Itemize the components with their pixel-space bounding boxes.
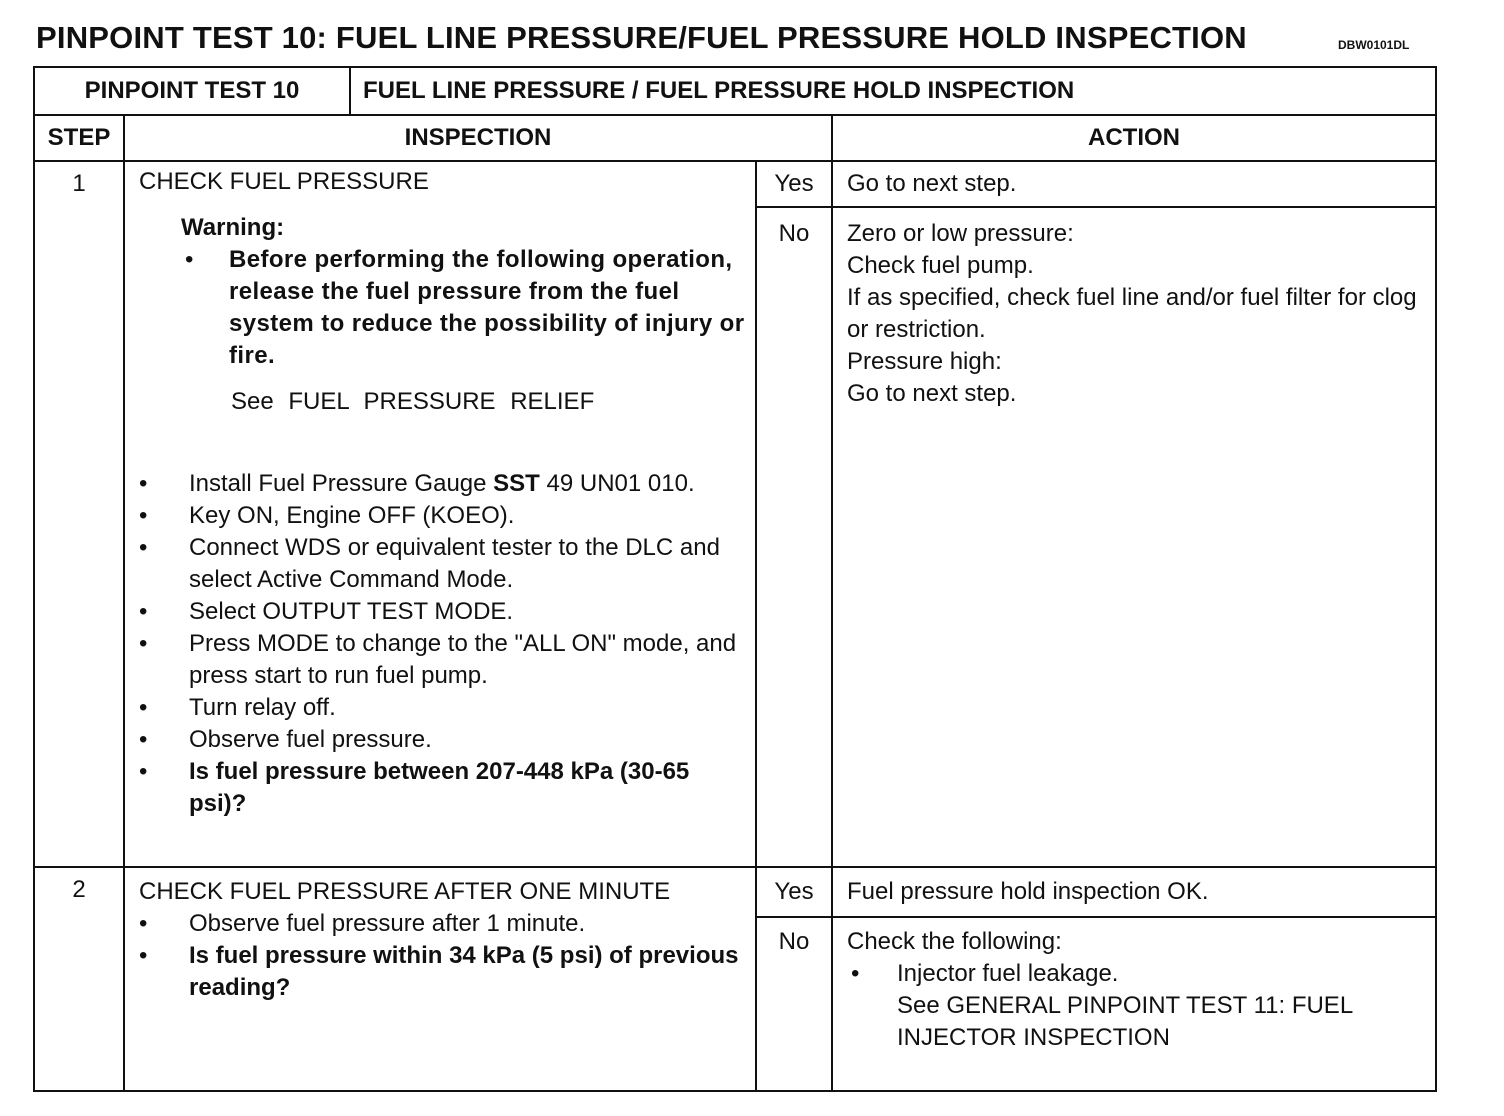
list-item-text: Observe fuel pressure. [189,726,432,753]
bullet-icon: • [139,470,148,497]
action-list-text: Injector fuel leakage. See GENERAL PINPOINT TEST 11: FUEL INJECTOR INSPECTION [897,958,1435,1054]
list-item-text: Turn relay off. [189,694,336,721]
list-item [139,756,745,820]
list-item-text: Install Fuel Pressure Gauge SST 49 UN01 010. [189,470,695,497]
bullet-icon: • [139,502,148,529]
action-line: Check fuel pump. [847,252,1034,279]
test-title: FUEL LINE PRESSURE / FUEL PRESSURE HOLD INSPECTION [350,67,1436,115]
bullet-icon: • [139,910,148,937]
bullet-icon: • [139,758,148,785]
step-2-heading: CHECK FUEL PRESSURE AFTER ONE MINUTE [139,878,671,905]
action-line: Go to next step. [847,380,1017,407]
step-2-no-action [832,917,1436,1091]
test-label: PINPOINT TEST 10 [34,67,350,115]
step-2-yes-row [34,867,1436,917]
step-1-yes-row [34,161,1436,207]
test-header-row [34,67,1436,115]
step-1-warning [181,212,745,418]
step-2-no-label: No [756,917,832,1091]
action-list-item [847,958,1435,1054]
action-line: Pressure high: [847,348,1002,375]
list-item [139,908,745,940]
action-line: If as specified, check fuel line and/or fuel filter for clog or restriction. [847,284,1417,343]
step-1-yes-action: Go to next step. [832,161,1436,207]
list-item-text: Select OUTPUT TEST MODE. [189,598,514,625]
column-header-row [34,115,1436,161]
column-header-inspection: INSPECTION [124,115,832,161]
bullet-icon: • [139,942,148,969]
list-item-text: Connect WDS or equivalent tester to the DLC and select Active Command Mode. [189,534,720,593]
list-item-text: Key ON, Engine OFF (KOEO). [189,502,515,529]
bullet-icon: • [139,534,148,561]
list-item [139,532,745,596]
step-1-yes-label: Yes [756,161,832,207]
bullet-icon: • [185,246,194,273]
question-text: Is fuel pressure between 207-448 kPa (30-65 psi)? [189,758,690,817]
step-2-inspection [124,867,756,1091]
bullet-icon: • [851,960,860,987]
list-item [139,500,745,532]
see-reference: See FUEL PRESSURE RELIEF [231,388,595,415]
step-1-heading: CHECK FUEL PRESSURE [139,168,429,195]
list-item-text: Press MODE to change to the "ALL ON" mode, and press start to run fuel pump. [189,630,737,689]
list-item [139,468,745,500]
step-1-no-label: No [756,207,832,867]
step-2-yes-label: Yes [756,867,832,917]
column-header-action: ACTION [832,115,1436,161]
see-reference: See GENERAL PINPOINT TEST 11: FUEL INJECTOR INSPECTION [897,992,1353,1051]
warning-item [181,244,745,372]
step-1-number: 1 [34,161,124,867]
question-text: Is fuel pressure within 34 kPa (5 psi) of previous reading? [189,942,739,1001]
list-item [139,692,745,724]
page-title: PINPOINT TEST 10: FUEL LINE PRESSURE/FUEL PRESSURE HOLD INSPECTION [36,20,1247,55]
step-2-yes-action: Fuel pressure hold inspection OK. [832,867,1436,917]
step-1-list [139,468,745,820]
step-2-list [139,908,745,1004]
pinpoint-test-table [33,66,1437,1092]
bullet-icon: • [139,726,148,753]
list-item-text: Observe fuel pressure after 1 minute. [189,910,586,937]
warning-label: Warning: [181,214,285,241]
bullet-icon: • [139,694,148,721]
step-1-inspection [124,161,756,867]
action-line: Zero or low pressure: [847,220,1074,247]
step-2-number: 2 [34,867,124,1091]
column-header-step: STEP [34,115,124,161]
document-code: DBW0101DL [1338,38,1410,52]
list-item [139,940,745,1004]
warning-text: Before performing the following operation, release the fuel pressure from the fuel system to reduce the possibility of injury or fire. [229,246,745,369]
bullet-icon: • [139,630,148,657]
list-item [139,596,745,628]
bullet-icon: • [139,598,148,625]
list-item [139,724,745,756]
step-1-no-action [832,207,1436,867]
list-item [139,628,745,692]
action-line: Check the following: [847,928,1062,955]
